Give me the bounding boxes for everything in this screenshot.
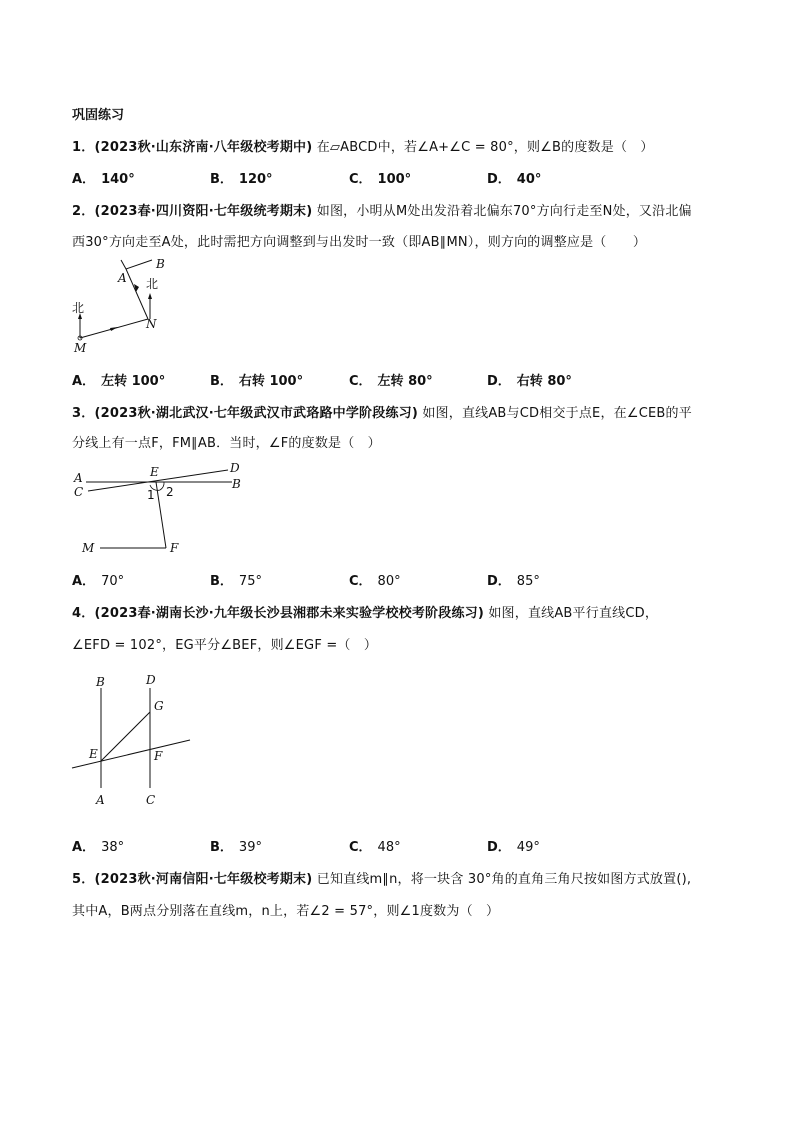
fig3-label-c: C xyxy=(74,485,84,499)
fig3-label-e: E xyxy=(150,465,159,479)
section-title: 巩固练习 xyxy=(72,108,125,123)
q3-option-d[interactable]: D． 85° xyxy=(487,574,540,589)
q4-option-a[interactable]: A． 38° xyxy=(72,840,125,855)
question-1-text: 在▱ABCD中，若∠A+∠C = 80°，则∠B的度数是（ ） xyxy=(316,140,654,155)
question-1-number: 1． xyxy=(72,140,95,155)
q4-option-c[interactable]: C． 48° xyxy=(349,840,401,855)
question-2-source: (2023春·四川资阳·七年级统考期末) xyxy=(94,204,313,219)
fig3-label-m: M xyxy=(82,541,95,555)
q2-option-d[interactable]: D． 右转 80° xyxy=(487,374,572,389)
question-4-text-1: 如图，直线AB平行直线CD， xyxy=(488,606,659,621)
fig3-label-a: A xyxy=(74,471,83,485)
question-4-number: 4． xyxy=(72,606,95,621)
question-2 xyxy=(72,200,692,219)
fig2-label-a: A xyxy=(118,271,127,285)
fig4-label-c: C xyxy=(146,793,156,807)
fig3-label-f: F xyxy=(170,541,179,555)
question-1 xyxy=(72,136,654,155)
q1-option-c[interactable]: C． 100° xyxy=(349,172,412,187)
fig2-label-m: M xyxy=(74,341,87,355)
question-4-text-2: ∠EFD = 102°，EG平分∠BEF，则∠EGF =（ ） xyxy=(72,638,378,653)
question-3-text-2: 分线上有一点F，FM∥AB．当时，∠F的度数是（ ） xyxy=(72,436,381,451)
question-3-text-1: 如图，直线AB与CD相交于点E，在∠CEB的平 xyxy=(422,406,692,421)
question-2-text-2: 西30°方向走至A处，此时需把方向调整到与出发时一致（即AB∥MN），则方向的调整应是（ ） xyxy=(72,235,647,250)
question-3-figure xyxy=(70,458,260,558)
question-5-number: 5． xyxy=(72,872,95,887)
q2-option-a[interactable]: A． 左转 100° xyxy=(72,374,166,389)
q3-option-a[interactable]: A． 70° xyxy=(72,574,125,589)
q1-option-b[interactable]: B． 120° xyxy=(210,172,273,187)
question-2-figure xyxy=(66,256,176,356)
question-3 xyxy=(72,402,692,421)
fig3-label-d: D xyxy=(230,461,240,475)
question-5-text-1: 已知直线m∥n，将一块含 30°角的直角三角尺按如图方式放置(), xyxy=(316,872,692,887)
question-4-source: (2023春·湖南长沙·九年级长沙县湘郡未来实验学校校考阶段练习) xyxy=(94,606,484,621)
fig2-label-n: N xyxy=(146,317,157,331)
q2-option-c[interactable]: C． 左转 80° xyxy=(349,374,433,389)
fig3-label-1: 1 xyxy=(147,488,155,502)
q2-option-b[interactable]: B． 右转 100° xyxy=(210,374,304,389)
q1-option-a[interactable]: A． 140° xyxy=(72,172,135,187)
question-3-source: (2023秋·湖北武汉·七年级武汉市武珞路中学阶段练习) xyxy=(94,406,418,421)
q4-option-d[interactable]: D． 49° xyxy=(487,840,540,855)
fig4-label-g: G xyxy=(154,699,164,713)
fig2-label-north-1: 北 xyxy=(72,301,85,315)
q4-option-b[interactable]: B． 39° xyxy=(210,840,262,855)
fig3-label-b: B xyxy=(232,477,241,491)
fig4-label-e: E xyxy=(89,747,98,761)
fig2-label-b: B xyxy=(156,257,165,271)
question-3-number: 3． xyxy=(72,406,95,421)
question-4-figure xyxy=(68,672,198,812)
fig4-label-d: D xyxy=(146,673,156,687)
fig4-label-f: F xyxy=(154,749,163,763)
q3-option-b[interactable]: B． 75° xyxy=(210,574,262,589)
question-2-number: 2． xyxy=(72,204,95,219)
fig2-label-north-2: 北 xyxy=(146,277,159,291)
question-4 xyxy=(72,602,658,621)
question-1-source: (2023秋·山东济南·八年级校考期中) xyxy=(94,140,313,155)
fig4-label-a: A xyxy=(96,793,105,807)
fig3-label-2: 2 xyxy=(166,485,174,499)
question-5-source: (2023秋·河南信阳·七年级校考期末) xyxy=(94,872,313,887)
question-5-text-2: 其中A，B两点分别落在直线m，n上，若∠2 = 57°，则∠1度数为（ ） xyxy=(72,904,500,919)
question-5 xyxy=(72,868,691,887)
question-2-text-1: 如图，小明从M处出发沿着北偏东70°方向行走至N处，又沿北偏 xyxy=(316,204,692,219)
fig4-label-b: B xyxy=(96,675,105,689)
q1-option-d[interactable]: D． 40° xyxy=(487,172,542,187)
q3-option-c[interactable]: C． 80° xyxy=(349,574,401,589)
